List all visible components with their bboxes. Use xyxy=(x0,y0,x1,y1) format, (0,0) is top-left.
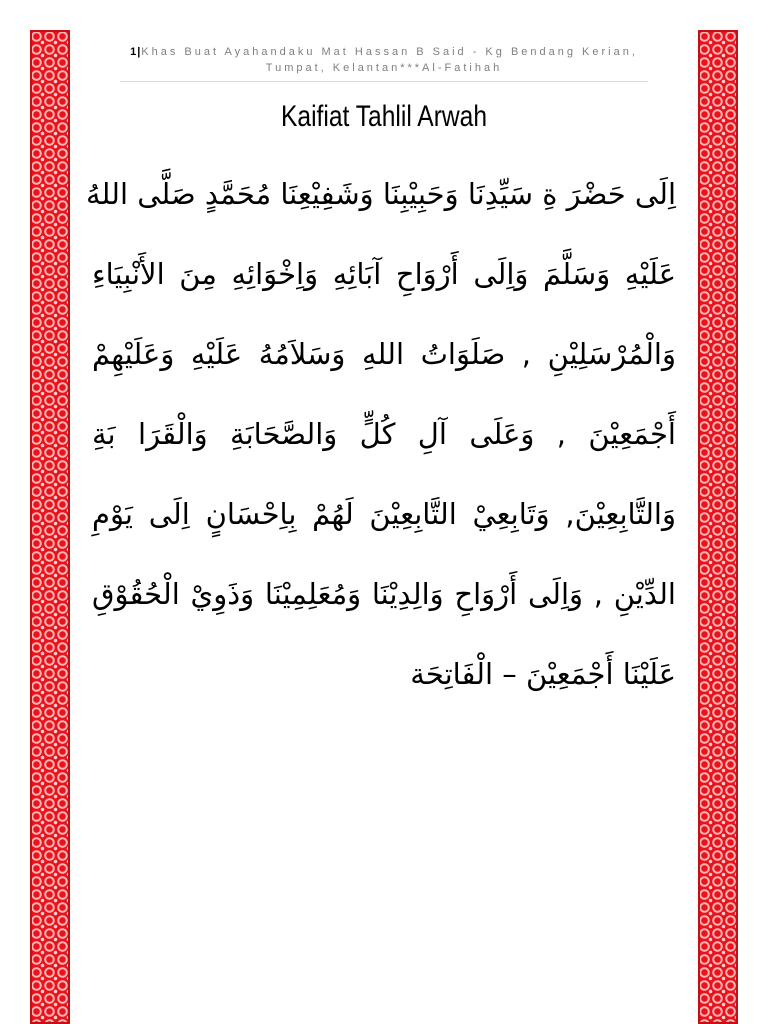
page-header xyxy=(120,44,648,82)
arabic-line-1: اِلَى حَضْرَ ةِ سَيِّدِنَا وَحَبِيْبِنَا وَشَفِيْعِنَا مُحَمَّدٍ صَلَّى اللهُ xyxy=(85,177,676,211)
arabic-line-4: أَجْمَعِيْنَ , وَعَلَى آلِ كُلٍّ وَالصَّحَابَةِ وَالْقَرَا بَةِ xyxy=(92,417,676,451)
document-title: Kaifiat Tahlil Arwah xyxy=(280,100,488,133)
decorative-border-right xyxy=(698,30,738,1024)
decorative-border-left xyxy=(30,30,70,1024)
header-separator: | xyxy=(137,46,142,58)
arabic-line-6: الدِّيْنِ , وَاِلَى أَرْوَاحِ وَالِدِيْنَا وَمُعَلِمِيْنَا وَذَوِيْ الْحُقُوْقِ xyxy=(92,577,676,611)
page-number: 1 xyxy=(130,46,138,58)
arabic-line-2: عَلَيْهِ وَسَلَّمَ وَاِلَى أَرْوَاحِ آبَائِهِ وَاِخْوَائِهِ مِنَ الأَنْبِيَاءِ xyxy=(92,257,676,291)
arabic-line-7: عَلَيْنَا أَجْمَعِيْنَ – الْفَاتِحَة xyxy=(410,657,676,691)
arabic-line-5: وَالتَّابِعِيْنَ, وَتَابِعِيْ التَّابِعِيْنَ لَهُمْ بِاِحْسَانٍ اِلَى يَوْمِ xyxy=(92,497,676,531)
document-page xyxy=(70,30,698,1024)
header-text: Khas Buat Ayahandaku Mat Hassan B Said - Kg Bendang Kerian, Tumpat, Kelantan***Al-Fatihah xyxy=(141,46,638,74)
arabic-line-3: وَالْمُرْسَلِيْنِ , صَلَوَاتُ اللهِ وَسَلاَمُهُ عَلَيْهِ وَعَلَيْهِمْ xyxy=(92,337,676,371)
arabic-body xyxy=(85,154,676,714)
